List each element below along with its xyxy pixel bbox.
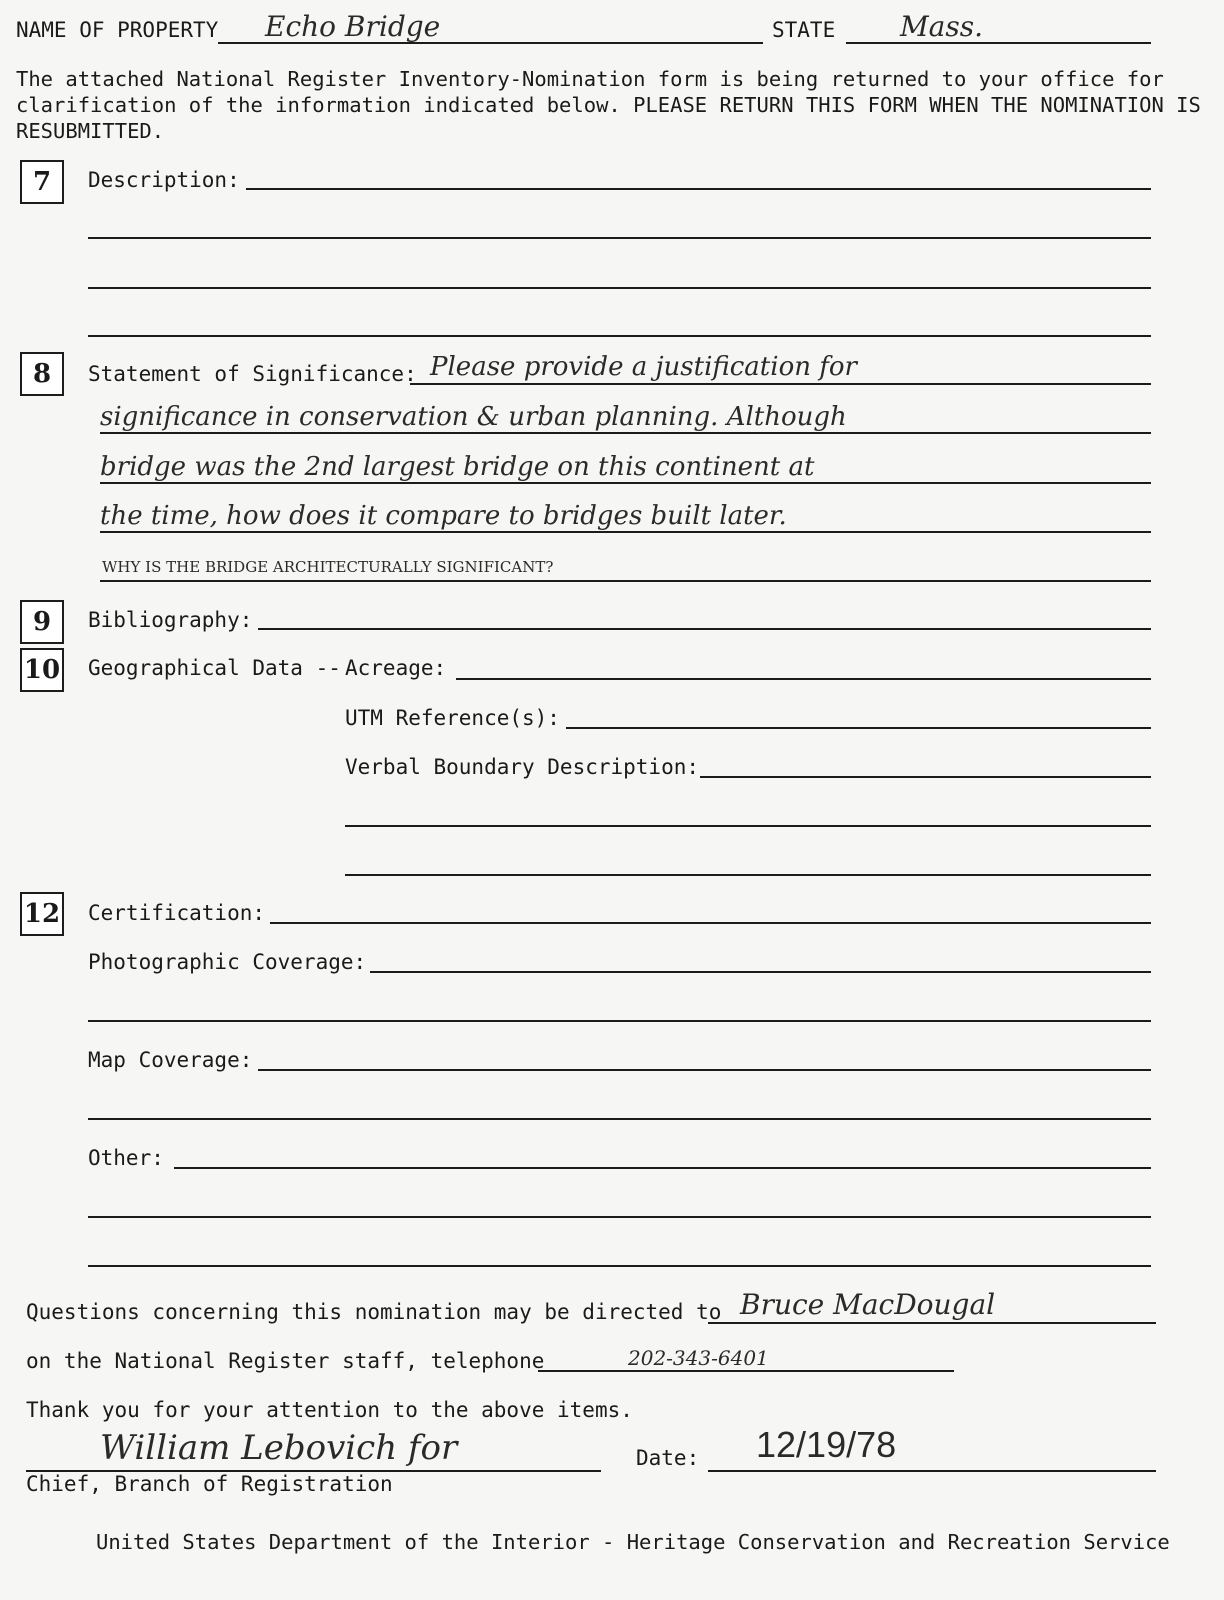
significance-line-1[interactable]	[410, 383, 1151, 385]
signer-title: Chief, Branch of Registration	[26, 1472, 393, 1496]
intro-text: The attached National Register Inventory-Nomination form is being returned to your office for clarification of the information indicated below. PLEASE RETURN THIS FORM WHEN THE NOMINATION IS RESUBMITTED.	[16, 67, 1201, 143]
significance-text-4: the time, how does it compare to bridges built later.	[100, 501, 787, 531]
other-label: Other:	[88, 1146, 164, 1170]
significance-line-2[interactable]	[100, 432, 1151, 434]
state-line	[846, 42, 1151, 44]
certification-line[interactable]	[270, 922, 1151, 924]
staff-label: on the National Register staff, telephone	[26, 1349, 545, 1373]
other-line-3[interactable]	[88, 1265, 1151, 1267]
acreage-label: Acreage:	[345, 656, 447, 680]
description-label: Description:	[88, 168, 240, 192]
other-line-1[interactable]	[174, 1167, 1151, 1169]
date-line[interactable]	[708, 1470, 1156, 1472]
significance-text-3: bridge was the 2nd largest bridge on this continent at	[100, 452, 815, 482]
verbal-boundary-line-2[interactable]	[345, 825, 1151, 827]
utm-line[interactable]	[566, 727, 1151, 729]
section-12-number: 12	[20, 892, 64, 936]
significance-label: Statement of Significance:	[88, 362, 417, 386]
state-label: STATE	[772, 18, 836, 42]
bibliography-line[interactable]	[258, 628, 1151, 630]
section-8-number: 8	[20, 352, 64, 396]
state-value[interactable]: Mass.	[900, 10, 984, 43]
significance-text-1: Please provide a justification for	[430, 352, 857, 382]
significance-text-2: significance in conservation & urban planning. Although	[100, 402, 847, 432]
thank-you-text: Thank you for your attention to the above items.	[26, 1398, 633, 1422]
significance-line-3[interactable]	[100, 482, 1151, 484]
property-label: NAME OF PROPERTY	[16, 18, 219, 42]
description-line-1[interactable]	[246, 188, 1151, 190]
acreage-line[interactable]	[456, 678, 1151, 680]
map-coverage-label: Map Coverage:	[88, 1048, 253, 1072]
photographic-coverage-line-2[interactable]	[88, 1020, 1151, 1022]
bibliography-label: Bibliography:	[88, 608, 253, 632]
property-value[interactable]: Echo Bridge	[265, 10, 441, 43]
telephone-line[interactable]	[538, 1370, 954, 1372]
verbal-boundary-label: Verbal Boundary Description:	[345, 755, 700, 779]
date-label: Date:	[636, 1446, 700, 1470]
utm-label: UTM Reference(s):	[345, 706, 560, 730]
telephone-value: 202-343-6401	[628, 1346, 769, 1370]
map-coverage-line-2[interactable]	[88, 1118, 1151, 1120]
section-10-number: 10	[20, 648, 64, 692]
significance-line-4[interactable]	[100, 531, 1151, 533]
description-line-2[interactable]	[88, 237, 1151, 239]
section-9-number: 9	[20, 600, 64, 644]
other-line-2[interactable]	[88, 1216, 1151, 1218]
date-value: 12/19/78	[756, 1424, 897, 1465]
certification-label: Certification:	[88, 901, 266, 925]
geographical-data-label: Geographical Data --	[88, 656, 341, 680]
significance-line-5[interactable]	[100, 580, 1151, 582]
photographic-coverage-line-1[interactable]	[370, 971, 1151, 973]
significance-text-5: WHY IS THE BRIDGE ARCHITECTURALLY SIGNIFICANT?	[102, 558, 554, 576]
verbal-boundary-line-3[interactable]	[345, 874, 1151, 876]
department-footer: United States Department of the Interior - Heritage Conservation and Recreation Service	[96, 1530, 1170, 1554]
questions-label: Questions concerning this nomination may be directed to	[26, 1300, 722, 1324]
contact-line[interactable]	[708, 1322, 1156, 1324]
verbal-boundary-line-1[interactable]	[700, 776, 1151, 778]
contact-name: Bruce MacDougal	[740, 1288, 996, 1321]
signature: William Lebovich for	[100, 1428, 458, 1468]
description-line-3[interactable]	[88, 287, 1151, 289]
section-7-number: 7	[20, 160, 64, 204]
map-coverage-line-1[interactable]	[258, 1069, 1151, 1071]
photographic-coverage-label: Photographic Coverage:	[88, 950, 367, 974]
description-line-4[interactable]	[88, 335, 1151, 337]
